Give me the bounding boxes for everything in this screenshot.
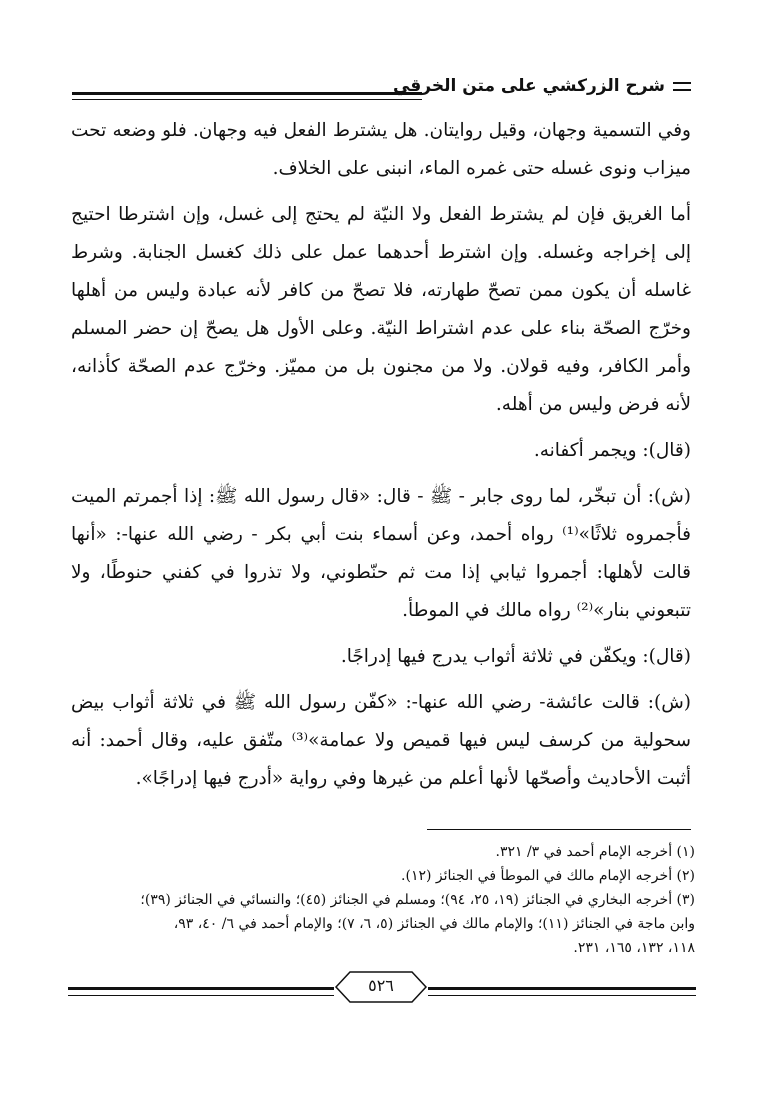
page-number-frame bbox=[334, 970, 428, 1004]
footnote-1: (١) أخرجه الإمام أحمد في ٣/ ٣٢١. bbox=[495, 844, 695, 860]
paragraph-sharh-1: (ش): أن تبخّر، لما روى جابر - ﷺ - قال: «قال رسول الله ﷺ: إذا أجمرتم الميت فأجمروه ثلاثًا»⁽¹⁾ رواه أحمد، وعن أسماء بنت أبي بكر - رضي الله عنها-: «أنها قالت لأهلها: أجمروا ثيابي إذا مت ثم حنّطوني، ولا تذروا في كفني حنوطًا، ولا تتبعوني بنار»⁽²⁾ رواه مالك في الموطأ. bbox=[71, 486, 691, 621]
footnote-3: (٣) أخرجه البخاري في الجنائز (١٩، ٢٥، ٩٤)؛ ومسلم في الجنائز (٤٥)؛ والنسائي في الجنائز (٣٩)؛ bbox=[140, 892, 695, 908]
main-text bbox=[71, 112, 691, 806]
paragraph-qal-1: (قال): ويجمر أكفانه. bbox=[533, 440, 691, 461]
footnote-3-cont-2: ١١٨، ١٣٢، ١٦٥، ٢٣١. bbox=[573, 940, 695, 956]
footnotes bbox=[70, 840, 695, 960]
footnote-3-cont-1: وابن ماجة في الجنائز (١١)؛ والإمام مالك في الجنائز (٥، ٦، ٧)؛ والإمام أحمد في ٦/ ٤٠، ٩٣، bbox=[173, 916, 695, 932]
header-rule-thin bbox=[72, 99, 422, 100]
paragraph-qal-2: (قال): ويكفّن في ثلاثة أثواب يدرج فيها إدراجًا. bbox=[340, 646, 691, 667]
page-number: ٥٢٦ bbox=[368, 976, 394, 995]
header-rule-thick bbox=[72, 92, 422, 95]
paragraph-1: وفي التسمية وجهان، وقيل روايتان. هل يشترط الفعل فيه وجهان. فلو وضعه تحت ميزاب ونوى غسله حتى غمره الماء، انبنى على الخلاف. bbox=[71, 120, 691, 179]
footnote-separator bbox=[427, 829, 691, 830]
footnote-2: (٢) أخرجه الإمام مالك في الموطأ في الجنائز (١٢). bbox=[401, 868, 695, 884]
paragraph-2: أما الغريق فإن لم يشترط الفعل ولا النيّة لم يحتج إلى غسل، وإن اشترطا احتيج إلى إخراجه وغسله. وإن اشترط أحدهما عمل على ذلك كغسل الجنابة. وشرط غاسله أن يكون ممن تصحّ طهارته، فلا تصحّ من كافر لأنه عبادة وليس من أهلها وخرّج الصحّة بناء على عدم اشتراط النيّة. وعلى الأول هل يصحّ إن حضر المسلم وأمر الكافر، وفيه قولان. ولا من مجنون بل من مميّز. وخرّج عدم الصحّة كأذانه، لأنه فرض وليس من أهله. bbox=[71, 204, 691, 415]
paragraph-sharh-2: (ش): قالت عائشة- رضي الله عنها-: «كفّن رسول الله ﷺ في ثلاثة أثواب بيض سحولية من كرسف ليس فيها قميص ولا عمامة»⁽³⁾ متّفق عليه، وقال أحمد: أنه أثبت الأحاديث وأصحّها لأنها أعلم من غيرها وفي رواية «أدرج فيها إدراجًا». bbox=[71, 692, 692, 789]
header-dash-mark bbox=[673, 82, 691, 91]
running-header-title: شرح الزركشي على متن الخرقي bbox=[392, 76, 665, 96]
